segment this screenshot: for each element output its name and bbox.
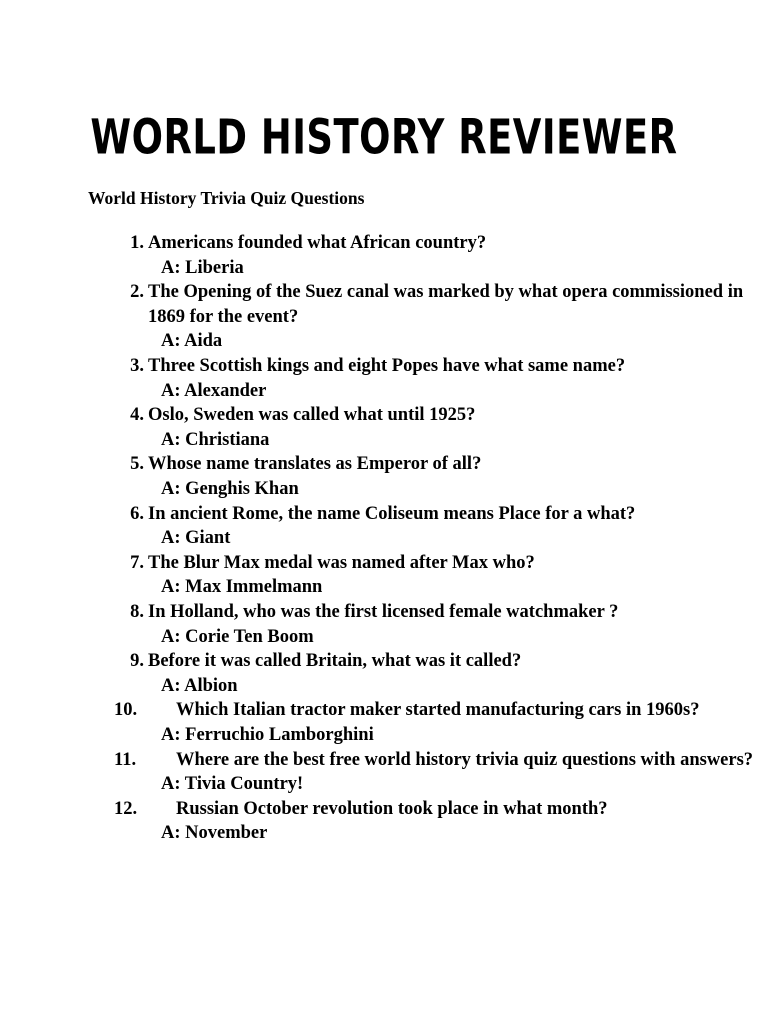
- question-text: Russian October revolution took place in what month?: [176, 798, 608, 819]
- question-number: 8.: [130, 601, 144, 622]
- question-text: The Blur Max medal was named after Max who?: [148, 552, 535, 573]
- question-text: In ancient Rome, the name Coliseum means Place for a what?: [148, 503, 636, 524]
- question-text: Which Italian tractor maker started manufacturing cars in 1960s?: [176, 700, 700, 721]
- question-number: 6.: [130, 503, 144, 524]
- question-text: Where are the best free world history trivia quiz questions with answers?: [176, 749, 754, 770]
- question-text: In Holland, who was the first licensed female watchmaker ?: [148, 601, 619, 622]
- answer-text: A: Christiana: [161, 429, 270, 450]
- answer-text: A: Max Immelmann: [161, 577, 323, 598]
- question-text: Before it was called Britain, what was it called?: [148, 651, 522, 672]
- question-number: 4.: [130, 405, 144, 426]
- list-item: [114, 748, 768, 797]
- question-number: 5.: [130, 454, 144, 475]
- question-number: 12.: [114, 798, 138, 819]
- answer-text: A: Ferruchio Lamborghini: [161, 724, 374, 745]
- list-item: [120, 452, 768, 501]
- answer-text: A: Liberia: [161, 257, 244, 278]
- section-subtitle: World History Trivia Quiz Questions: [88, 188, 365, 209]
- question-text: Oslo, Sweden was called what until 1925?: [148, 405, 476, 426]
- question-text: Americans founded what African country?: [148, 233, 487, 254]
- answer-text: A: Genghis Khan: [161, 478, 299, 499]
- question-number: 2.: [130, 282, 144, 303]
- question-number: 11.: [114, 749, 137, 770]
- answer-text: A: Albion: [161, 675, 238, 696]
- list-item: [120, 354, 768, 403]
- list-item: [120, 551, 768, 600]
- answer-text: A: Corie Ten Boom: [161, 626, 314, 647]
- question-text: The Opening of the Suez canal was marked by what opera commissioned in 1869 for the event?: [148, 282, 744, 327]
- answer-text: A: Alexander: [161, 380, 267, 401]
- list-item: [120, 600, 768, 649]
- list-item: [120, 502, 768, 551]
- question-number: 10.: [114, 700, 138, 721]
- answer-text: A: Aida: [161, 331, 223, 352]
- list-item: [114, 698, 768, 747]
- page-title: WORLD HISTORY REVIEWER: [90, 108, 678, 166]
- answer-text: A: Giant: [161, 528, 231, 549]
- question-text: Three Scottish kings and eight Popes have what same name?: [148, 356, 626, 377]
- list-item: [120, 231, 768, 280]
- question-number: 1.: [130, 233, 144, 254]
- question-number: 7.: [130, 552, 144, 573]
- question-number: 9.: [130, 651, 144, 672]
- answer-text: A: November: [161, 823, 268, 844]
- list-item: [120, 403, 768, 452]
- question-number: 3.: [130, 356, 144, 377]
- quiz-question-list: [0, 209, 768, 846]
- list-item: [120, 649, 768, 698]
- answer-text: A: Tivia Country!: [161, 774, 304, 795]
- question-text: Whose name translates as Emperor of all?: [148, 454, 482, 475]
- list-item: [120, 280, 768, 354]
- list-item: [114, 797, 768, 846]
